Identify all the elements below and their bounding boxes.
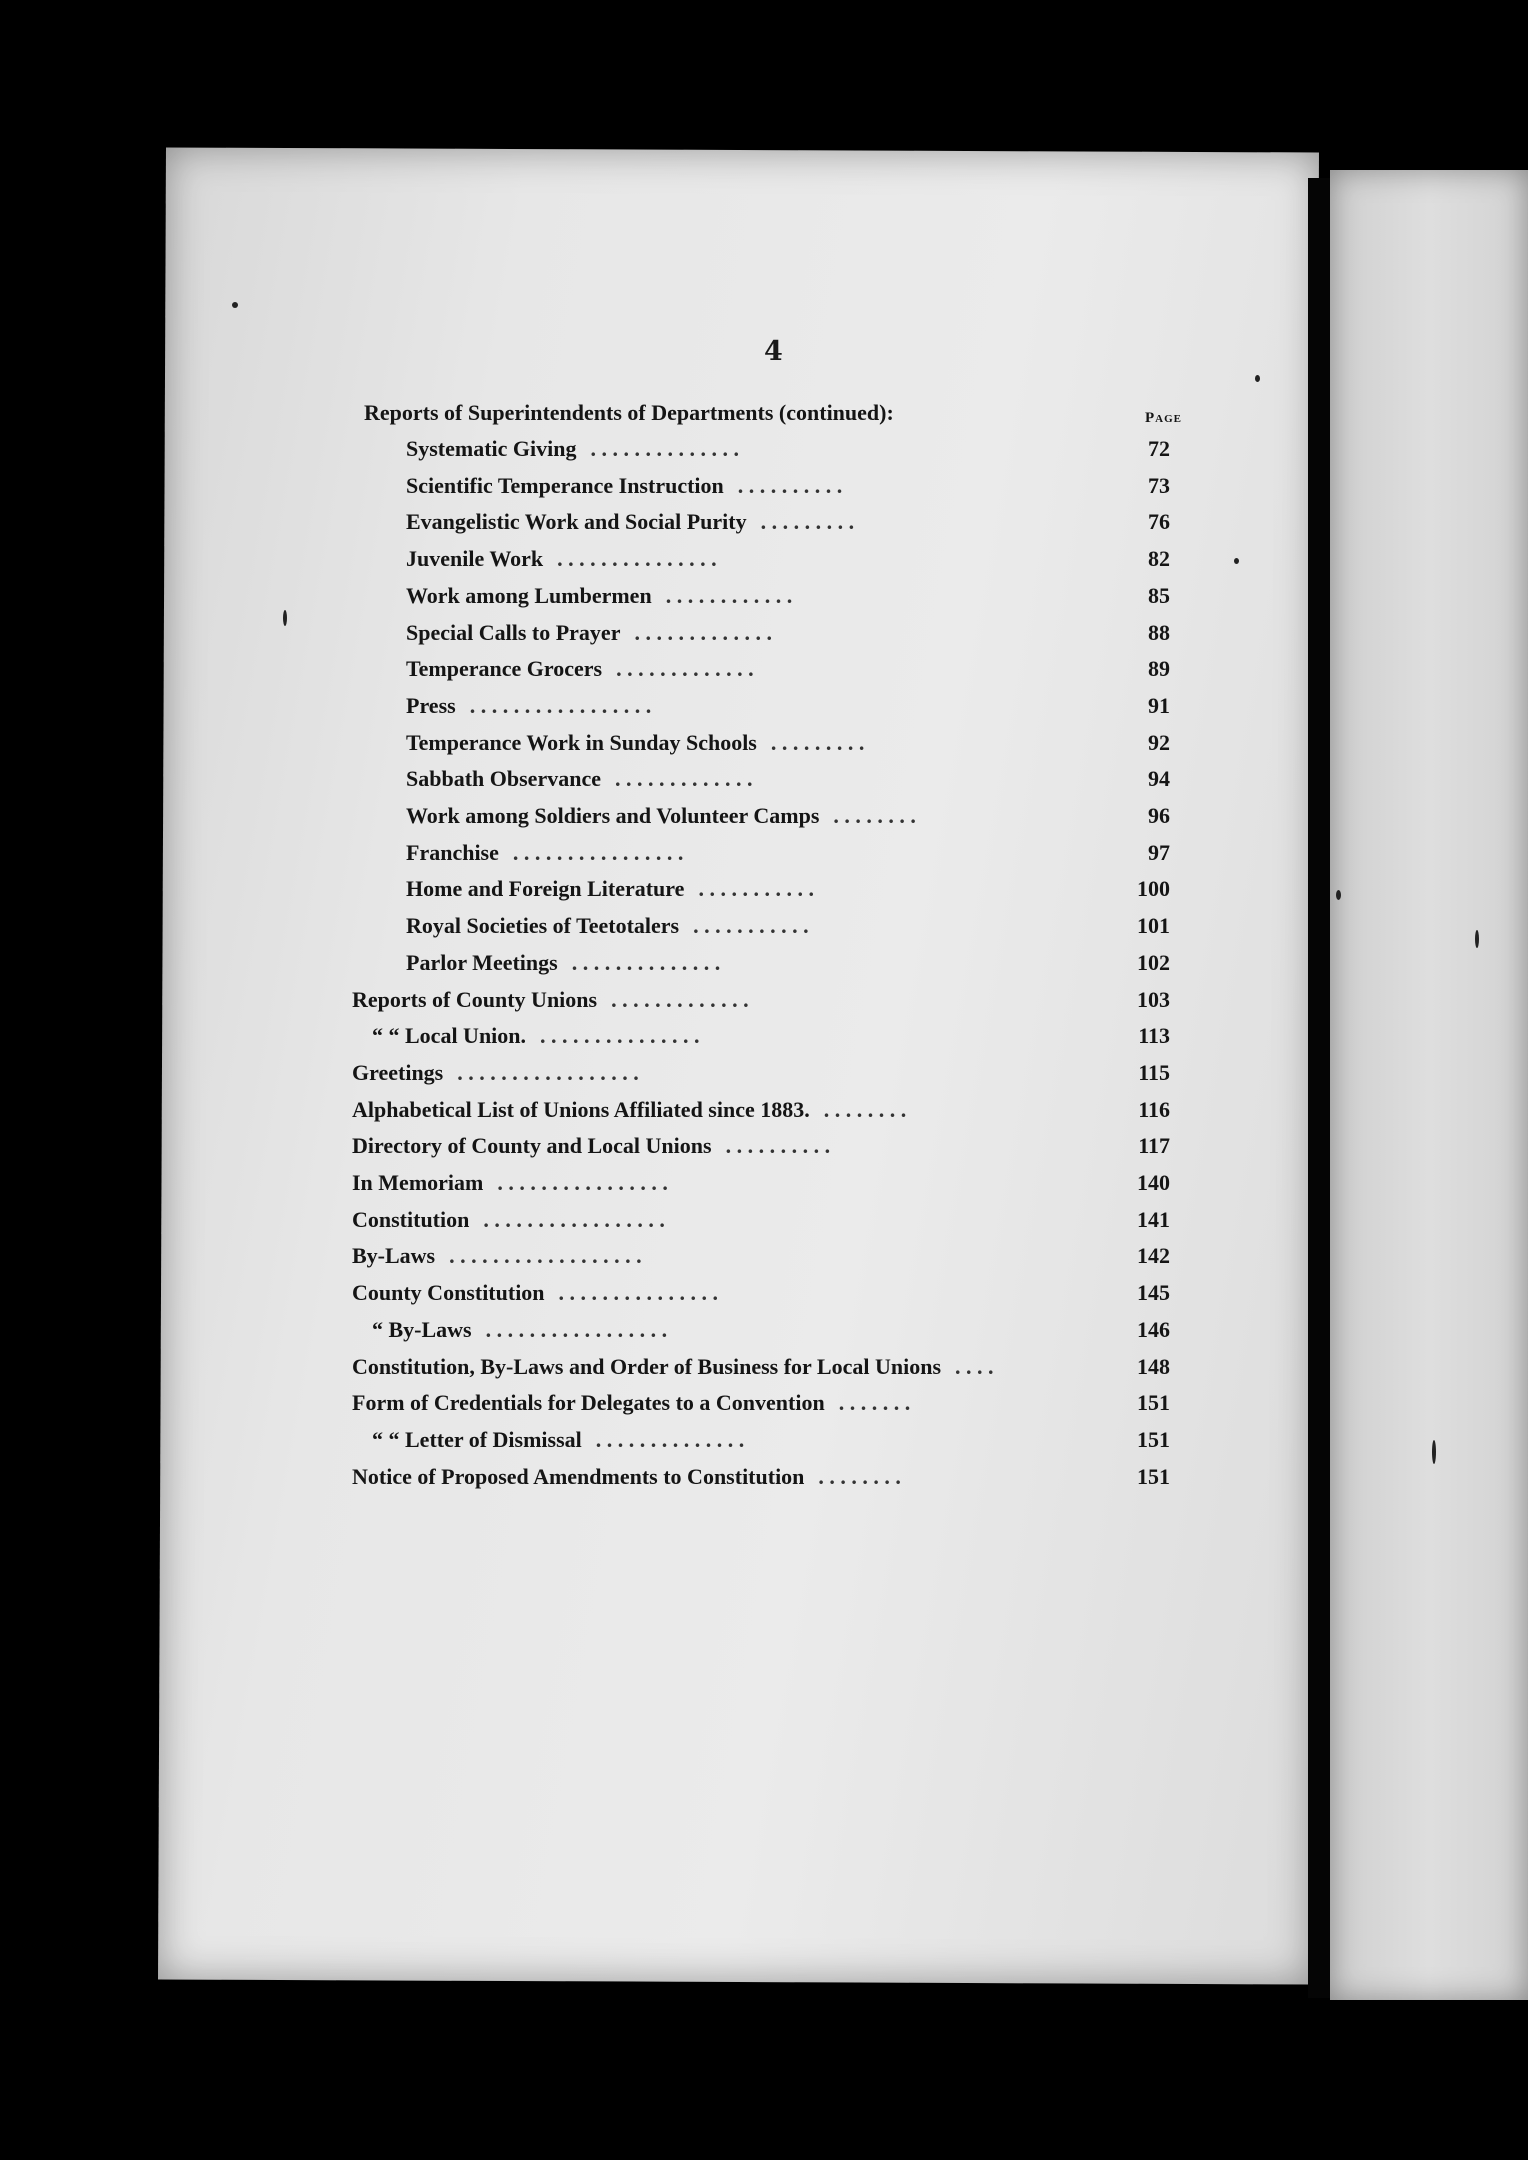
toc-entry-title: Systematic Giving — [406, 436, 577, 461]
toc-entry — [0, 803, 1528, 839]
toc-entry-title: Constitution — [352, 1206, 470, 1232]
toc-entry-page: 76 — [1148, 509, 1170, 535]
toc-entry-title: Scientific Temperance Instruction — [406, 472, 724, 498]
dot-leader: . . . . . . . . . . . . . . . . . — [483, 1206, 665, 1232]
toc-entry — [0, 546, 1528, 582]
toc-entry-title: Sabbath Observance — [406, 766, 601, 792]
toc-entry — [0, 620, 1528, 656]
toc-entry-title: “ By-Laws — [372, 1316, 472, 1342]
toc-entry-title: Alphabetical List of Unions Affiliated since 1883. — [352, 1096, 810, 1122]
toc-entry — [0, 1280, 1528, 1316]
toc-entry-page: 115 — [1138, 1059, 1170, 1085]
toc-entry-title: Press — [406, 692, 456, 718]
toc-entry — [0, 840, 1528, 876]
toc-entry — [0, 509, 1528, 545]
toc-entry-page: 96 — [1148, 803, 1170, 828]
dot-leader: . . . . . . . . . . . — [693, 913, 809, 939]
dot-leader: . . . . . . . . . . . . . — [634, 619, 772, 645]
toc-entry — [0, 1354, 1528, 1390]
toc-entry — [0, 1170, 1528, 1206]
toc-entry-page: 102 — [1137, 949, 1170, 975]
toc-entry-page: 97 — [1148, 839, 1170, 865]
dot-leader: . . . . . . . . . . . . . — [616, 656, 754, 682]
toc-entry-title: Notice of Proposed Amendments to Constitution — [352, 1463, 805, 1489]
toc-entry — [0, 1133, 1528, 1169]
dot-leader: . . . . — [955, 1353, 994, 1379]
toc-entry-page: 92 — [1148, 729, 1170, 755]
toc-entry-page: 141 — [1137, 1206, 1170, 1232]
dot-leader: . . . . . . . . . . . . . . — [571, 949, 721, 975]
toc-entry-page: 72 — [1148, 436, 1170, 461]
scan-speck — [1255, 375, 1260, 382]
toc-entry-page: 89 — [1148, 656, 1170, 682]
dot-leader: . . . . . . . . . . . . . . . — [557, 546, 717, 572]
dot-leader: . . . . . . . . . . . . . . . . . — [469, 692, 652, 718]
toc-entry — [0, 1243, 1528, 1279]
toc-entry-page: 82 — [1148, 546, 1170, 572]
toc-entry-page: 151 — [1137, 1426, 1170, 1452]
dot-leader: . . . . . . . . . . . . — [665, 582, 793, 608]
toc-entry — [0, 913, 1528, 949]
dot-leader: . . . . . . . . . — [770, 729, 865, 755]
scan-speck — [1432, 1440, 1436, 1464]
toc-entry — [0, 1317, 1528, 1353]
toc-entry — [0, 766, 1528, 802]
toc-entry-page: 142 — [1137, 1243, 1170, 1269]
toc-entry — [0, 1060, 1528, 1096]
toc-entry-title: Temperance Work in Sunday Schools — [406, 729, 757, 755]
scan-speck — [1234, 558, 1239, 564]
toc-entry — [0, 950, 1528, 986]
toc-entry-page: 151 — [1137, 1390, 1170, 1416]
toc-entry-title: Reports of County Unions — [352, 986, 598, 1012]
dot-leader: . . . . . . . . . . . . . . — [595, 1426, 745, 1452]
section-heading-text: Reports of Superintendents of Departments (continued): — [364, 400, 894, 425]
toc-entry-page: 88 — [1148, 619, 1170, 645]
toc-entry — [0, 1390, 1528, 1426]
toc-entry — [0, 473, 1528, 509]
toc-entry-title: Greetings — [352, 1059, 444, 1085]
toc-entry-page: 73 — [1148, 472, 1170, 498]
toc-entry-page: 117 — [1138, 1133, 1170, 1159]
dot-leader: . . . . . . . . . — [760, 509, 855, 535]
scan-speck — [232, 302, 238, 308]
toc-entry-title: In Memoriam — [352, 1170, 484, 1195]
toc-entry-title: County Constitution — [352, 1280, 545, 1306]
toc-entry-title: By-Laws — [352, 1243, 436, 1269]
dot-leader: . . . . . . . . — [823, 1096, 907, 1122]
toc-entry-page: 101 — [1137, 913, 1170, 939]
toc-entry — [0, 1023, 1528, 1059]
toc-entry — [0, 730, 1528, 766]
toc-entry — [0, 436, 1528, 472]
dot-leader: . . . . . . . . . . . . . . . . — [512, 839, 684, 865]
toc-entry — [0, 1427, 1528, 1463]
dot-leader: . . . . . . . . . . . — [698, 876, 814, 902]
dot-leader: . . . . . . . . . . . . . — [611, 986, 749, 1012]
scan-speck — [1336, 890, 1341, 900]
toc-entry-title: Home and Foreign Literature — [406, 876, 685, 902]
dot-leader: . . . . . . . . . . — [725, 1133, 831, 1159]
dot-leader: . . . . . . . . . . . . . . — [590, 436, 739, 461]
toc-entry-page: 113 — [1138, 1023, 1170, 1049]
dot-leader: . . . . . . . . — [818, 1463, 901, 1489]
toc-entry-page: 103 — [1137, 986, 1170, 1012]
toc-entry — [0, 693, 1528, 729]
toc-entry-page: 148 — [1137, 1353, 1170, 1379]
toc-entry-page: 146 — [1137, 1316, 1170, 1342]
toc-entry-title: Special Calls to Prayer — [406, 619, 621, 645]
toc-entry-page: 100 — [1137, 876, 1170, 902]
toc-entry-title: Juvenile Work — [406, 546, 544, 572]
toc-entry — [0, 583, 1528, 619]
toc-entry-page: 151 — [1137, 1463, 1170, 1489]
toc-entry — [0, 1207, 1528, 1243]
dot-leader: . . . . . . . . . . . . . . . . . — [485, 1316, 668, 1342]
dot-leader: . . . . . . . . . . . . . . . . . . — [449, 1243, 642, 1269]
scan-speck — [1475, 930, 1479, 948]
toc-entry-title: Work among Lumbermen — [406, 582, 652, 608]
toc-entry-page: 85 — [1148, 582, 1170, 608]
toc-entry-page: 91 — [1148, 692, 1170, 718]
dot-leader: . . . . . . . . . . . . . . . — [540, 1023, 700, 1049]
toc-entry-title: Franchise — [406, 839, 499, 865]
toc-entry-title: “ “ Local Union. — [372, 1023, 527, 1049]
toc-entry-page: 140 — [1137, 1170, 1170, 1195]
dot-leader: . . . . . . . . . . — [737, 472, 843, 498]
toc-entry-title: “ “ Letter of Dismissal — [372, 1426, 582, 1452]
dot-leader: . . . . . . . . . . . . . . . . . — [457, 1059, 639, 1085]
page-number: 4 — [764, 336, 783, 367]
dot-leader: . . . . . . . . — [833, 803, 916, 828]
toc-entry — [0, 1464, 1528, 1500]
toc-entry-title: Royal Societies of Teetotalers — [406, 913, 680, 939]
toc-entry-page: 94 — [1148, 766, 1170, 792]
toc-entry-title: Work among Soldiers and Volunteer Camps — [406, 803, 820, 828]
dot-leader: . . . . . . . . . . . . . — [614, 766, 753, 792]
toc-entry-title: Directory of County and Local Unions — [352, 1133, 712, 1159]
page-column-header: Page — [1145, 410, 1182, 426]
toc-entry-title: Evangelistic Work and Social Purity — [406, 509, 747, 535]
toc-entry-page: 145 — [1137, 1280, 1170, 1306]
toc-entry — [0, 1097, 1528, 1133]
dot-leader: . . . . . . . — [838, 1390, 911, 1416]
scan-speck — [283, 610, 287, 626]
toc-entry — [0, 656, 1528, 692]
dot-leader: . . . . . . . . . . . . . . . . — [497, 1170, 668, 1195]
dot-leader: . . . . . . . . . . . . . . . — [558, 1280, 719, 1306]
toc-entry-page: 116 — [1138, 1096, 1170, 1122]
toc-entry — [0, 876, 1528, 912]
toc-entry-title: Constitution, By-Laws and Order of Business for Local Unions — [352, 1353, 942, 1379]
toc-entry-title: Parlor Meetings — [406, 949, 558, 975]
toc-entry-title: Temperance Grocers — [406, 656, 603, 682]
toc-entry — [0, 987, 1528, 1023]
toc-entry-title: Form of Credentials for Delegates to a Convention — [352, 1390, 825, 1416]
